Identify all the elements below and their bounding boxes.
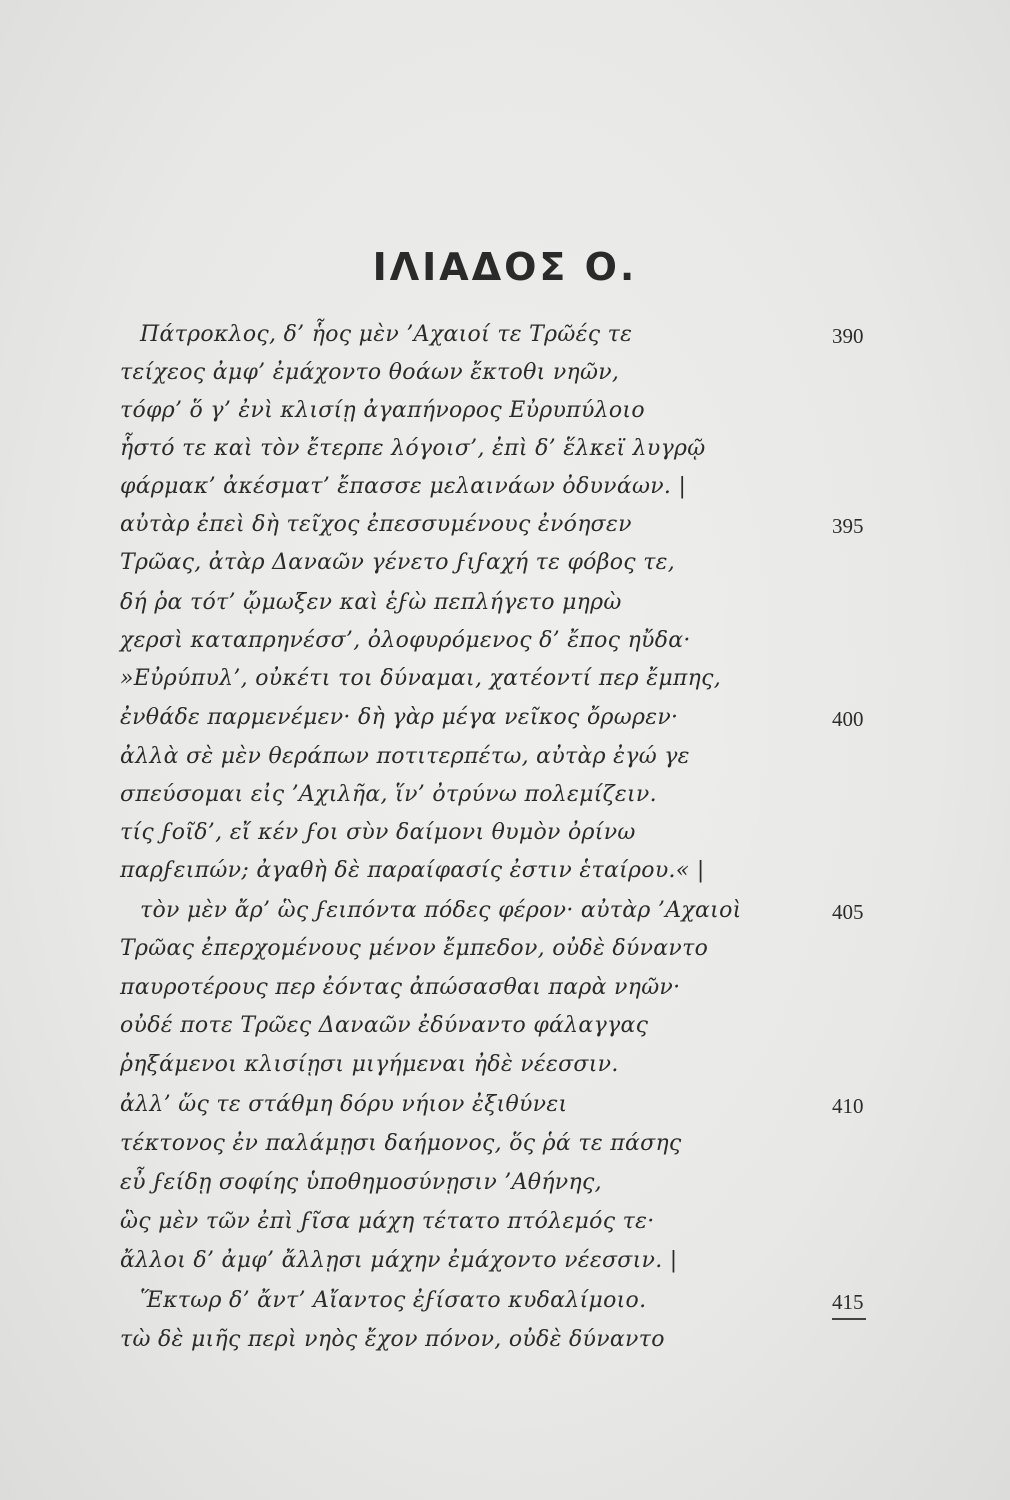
verse-line <box>0 590 1010 628</box>
verse-line <box>0 1052 1010 1090</box>
verse-line <box>0 436 1010 474</box>
verse-line <box>0 1092 1010 1130</box>
verse-line <box>0 474 1010 512</box>
verse-line <box>0 398 1010 436</box>
verse-line <box>0 858 1010 896</box>
verse-text: Τρῶας ἐπερχομένους μένον ἔμπεδον, οὐδὲ δύναντο <box>120 936 709 961</box>
verse-text: φάρμακ’ ἀκέσματ’ ἔπασσε μελαινάων ὀδυνάων. | <box>120 474 687 499</box>
line-number: 405 <box>832 900 864 924</box>
verse-text: ἧστό τε καὶ τὸν ἔτερπε λόγοισ’, ἐπὶ δ’ ἕλκεϊ λυγρῷ <box>120 436 706 461</box>
page-title: ΙΛΙΑΔΟΣ Ο. <box>372 245 638 289</box>
verse-text: τόφρ’ ὅ γ’ ἐνὶ κλισίῃ ἀγαπήνορος Εὐρυπύλοιο <box>120 398 645 423</box>
verse-line <box>0 360 1010 398</box>
line-number: 390 <box>832 324 864 348</box>
line-number: 415 <box>832 1290 864 1314</box>
line-number: 410 <box>832 1094 864 1118</box>
verse-text: ἄλλοι δ’ ἀμφ’ ἄλλῃσι μάχην ἐμάχοντο νέεσσιν. | <box>120 1248 678 1273</box>
verse-text: Τρῶας, ἀτὰρ Δαναῶν γένετο ϝιϝαχή τε φόβος τε, <box>120 550 676 575</box>
verse-text: ἐνθάδε παρμενέμεν· δὴ γὰρ μέγα νεῖκος ὄρωρεν· <box>120 705 679 730</box>
verse-line <box>0 1327 1010 1365</box>
verse-line <box>0 1288 1010 1326</box>
verse-line <box>0 322 1010 360</box>
line-number-underline <box>832 1318 866 1320</box>
verse-line <box>0 898 1010 936</box>
verse-line <box>0 975 1010 1013</box>
verse-line <box>0 512 1010 550</box>
verse-text: αὐτὰρ ἐπεὶ δὴ τεῖχος ἐπεσσυμένους ἐνόησεν <box>120 512 632 537</box>
verse-text: τέκτονος ἐν παλάμῃσι δαήμονος, ὅς ῥά τε πάσης <box>120 1131 682 1156</box>
verse-line <box>0 550 1010 588</box>
verse-line <box>0 1248 1010 1286</box>
verse-text: εὖ ϝείδῃ σοφίης ὑποθημοσύνῃσιν ’Αθήνης, <box>120 1170 602 1195</box>
verse-line <box>0 782 1010 820</box>
verse-text: ῥηξάμενοι κλισίῃσι μιγήμεναι ἠδὲ νέεσσιν. <box>120 1052 619 1077</box>
verse-text: σπεύσομαι εἰς ’Αχιλῆα, ἵν’ ὀτρύνω πολεμίζειν. <box>120 782 657 807</box>
verse-text: ἀλλὰ σὲ μὲν θεράπων ποτιτερπέτω, αὐτὰρ ἐγώ γε <box>120 744 690 769</box>
verse-text: τείχεος ἀμφ’ ἐμάχοντο θοάων ἔκτοθι νηῶν, <box>120 360 620 385</box>
verse-text: ἀλλ’ ὥς τε στάθμη δόρυ νήιον ἐξιθύνει <box>120 1092 568 1117</box>
verse-line <box>0 666 1010 704</box>
verse-text: δή ῥα τότ’ ᾤμωξεν καὶ ἑϝὼ πεπλήγετο μηρὼ <box>120 590 622 615</box>
verse-line <box>0 820 1010 858</box>
verse-line <box>0 1209 1010 1247</box>
verse-line <box>0 744 1010 782</box>
verse-text: τὸν μὲν ἄρ’ ὣς ϝειπόντα πόδες φέρον· αὐτὰρ ’Αχαιοὶ <box>140 898 742 923</box>
verse-text: Ἕκτωρ δ’ ἄντ’ Αἴαντος ἐϝίσατο κυδαλίμοιο. <box>140 1288 647 1313</box>
verse-line <box>0 1131 1010 1169</box>
verse-line <box>0 628 1010 666</box>
verse-text: τίς ϝοῖδ’, εἴ κέν ϝοι σὺν δαίμονι θυμὸν ὀρίνω <box>120 820 636 845</box>
verse-text: παυροτέρους περ ἐόντας ἀπώσασθαι παρὰ νηῶν· <box>120 975 681 1000</box>
verse-line <box>0 936 1010 974</box>
verse-line <box>0 705 1010 743</box>
verse-text: ὣς μὲν τῶν ἐπὶ ϝῖσα μάχη τέτατο πτόλεμός τε· <box>120 1209 655 1234</box>
verse-text: τὼ δὲ μιῆς περὶ νηὸς ἔχον πόνον, οὐδὲ δύναντο <box>120 1327 665 1352</box>
verse-text: »Εὐρύπυλ’, οὐκέτι τοι δύναμαι, χατέοντί περ ἔμπης, <box>120 666 722 691</box>
verse-text: παρϝειπών; ἀγαθὴ δὲ παραίφασίς ἐστιν ἑταίρου.« | <box>120 858 705 883</box>
verse-text: οὐδέ ποτε Τρῶες Δαναῶν ἐδύναντο φάλαγγας <box>120 1013 649 1038</box>
verse-text: χερσὶ καταπρηνέσσ’, ὀλοφυρόμενος δ’ ἔπος ηὔδα· <box>120 628 691 653</box>
verse-text: Πάτροκλος, δ’ ἧος μὲν ’Αχαιοί τε Τρῶές τε <box>140 322 633 347</box>
verse-line <box>0 1013 1010 1051</box>
verse-line <box>0 1170 1010 1208</box>
line-number: 395 <box>832 514 864 538</box>
line-number: 400 <box>832 707 864 731</box>
